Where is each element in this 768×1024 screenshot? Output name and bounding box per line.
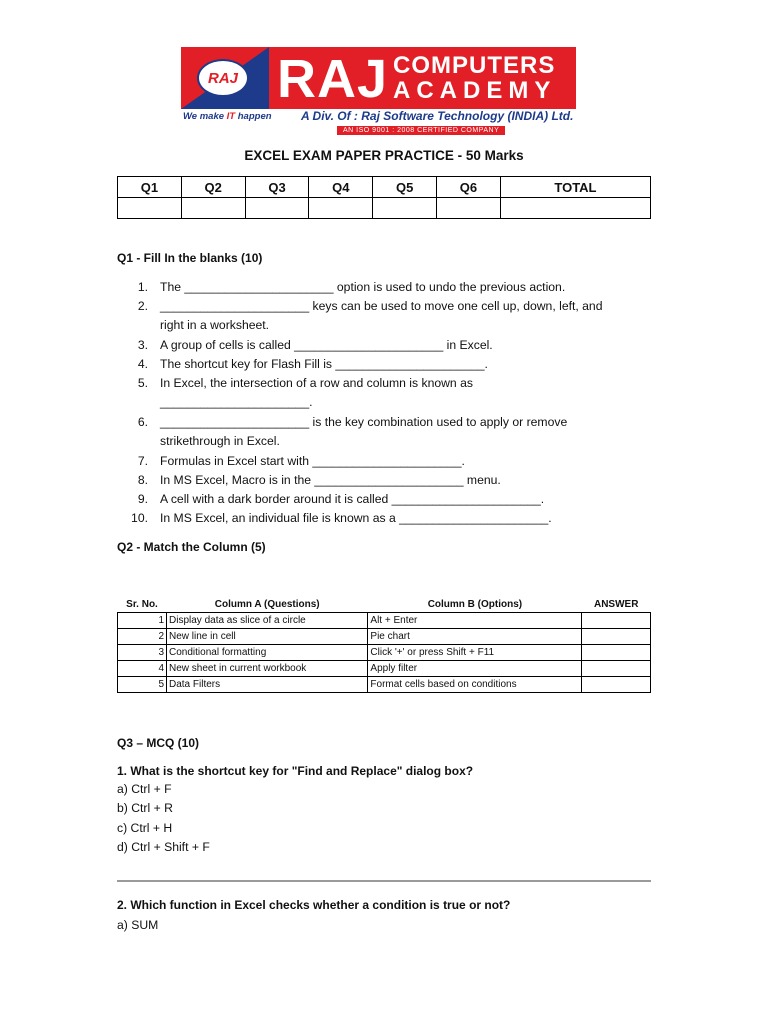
score-cell <box>245 198 309 219</box>
logo-brand: RAJ <box>277 49 389 109</box>
q1-line: In Excel, the intersection of a row and column is known as <box>160 376 473 390</box>
mcq-option: b) Ctrl + R <box>117 801 173 815</box>
q1-line: strikethrough in Excel. <box>160 434 280 448</box>
match-row <box>118 613 651 629</box>
match-answer <box>582 661 651 677</box>
score-cell <box>118 198 182 219</box>
match-row <box>118 661 651 677</box>
score-entry-row <box>118 198 651 219</box>
q1-line: A cell with a dark border around it is called ______________________. <box>160 492 545 506</box>
q1-line: The shortcut key for Flash Fill is ______________________. <box>160 357 488 371</box>
score-cell <box>437 198 501 219</box>
q2-heading: Q2 - Match the Column (5) <box>117 540 266 554</box>
section-divider <box>117 880 651 882</box>
q1-number: 10. <box>131 511 148 525</box>
match-question: Data Filters <box>167 677 368 693</box>
match-header-col-a: Column A (Questions) <box>167 597 368 613</box>
tagline-post: happen <box>235 111 272 122</box>
mcq-option: a) SUM <box>117 918 159 932</box>
match-header-srno: Sr. No. <box>118 597 167 613</box>
score-cell <box>500 198 650 219</box>
score-table <box>117 176 651 219</box>
match-option: Pie chart <box>368 629 582 645</box>
mcq-option: c) Ctrl + H <box>117 821 173 835</box>
logo-tagline <box>183 111 272 122</box>
score-cell <box>373 198 437 219</box>
match-answer <box>582 629 651 645</box>
match-answer <box>582 677 651 693</box>
q1-number: 2. <box>137 299 148 313</box>
match-row <box>118 645 651 661</box>
score-header-q5: Q5 <box>373 177 437 198</box>
score-header-q6: Q6 <box>437 177 501 198</box>
match-question: Conditional formatting <box>167 645 368 661</box>
match-srno: 5 <box>118 677 167 693</box>
q1-number: 6. <box>137 415 148 429</box>
q1-number: 5. <box>137 376 148 390</box>
q1-number: 8. <box>137 473 148 487</box>
q1-line: ______________________. <box>160 395 313 409</box>
mcq-question: 1. What is the shortcut key for "Find and Replace" dialog box? <box>117 764 474 778</box>
academy-logo <box>181 47 581 141</box>
match-srno: 4 <box>118 661 167 677</box>
match-table <box>117 597 651 693</box>
mcq-question: 2. Which function in Excel checks whether a condition is true or not? <box>117 898 511 912</box>
score-cell <box>309 198 373 219</box>
q1-number: 1. <box>137 280 148 294</box>
match-srno: 3 <box>118 645 167 661</box>
score-cell <box>181 198 245 219</box>
match-answer <box>582 613 651 629</box>
q3-heading: Q3 – MCQ (10) <box>117 736 200 750</box>
match-header-row <box>118 597 651 613</box>
match-question: Display data as slice of a circle <box>167 613 368 629</box>
score-header-q4: Q4 <box>309 177 373 198</box>
q1-line: Formulas in Excel start with ______________________. <box>160 454 465 468</box>
score-header-row <box>118 177 651 198</box>
logo-badge: RAJ <box>197 59 249 97</box>
q1-line: right in a worksheet. <box>160 318 270 332</box>
match-option: Format cells based on conditions <box>368 677 582 693</box>
logo-word-computers: COMPUTERS <box>393 52 556 79</box>
match-header-col-b: Column B (Options) <box>368 597 582 613</box>
q1-line: In MS Excel, an individual file is known as a ______________________. <box>160 511 552 525</box>
match-row <box>118 629 651 645</box>
q1-line: A group of cells is called ______________________ in Excel. <box>160 338 493 352</box>
match-option: Alt + Enter <box>368 613 582 629</box>
match-row <box>118 677 651 693</box>
match-answer <box>582 645 651 661</box>
match-srno: 2 <box>118 629 167 645</box>
score-header-q3: Q3 <box>245 177 309 198</box>
q1-number: 9. <box>137 492 148 506</box>
tagline-pre: We make <box>183 111 227 122</box>
match-option: Click '+' or press Shift + F11 <box>368 645 582 661</box>
mcq-option: a) Ctrl + F <box>117 782 172 796</box>
q1-number: 4. <box>137 357 148 371</box>
q1-line: In MS Excel, Macro is in the ______________________ menu. <box>160 473 501 487</box>
logo-iso-strip: AN ISO 9001 : 2008 CERTIFIED COMPANY <box>337 126 505 135</box>
match-question: New line in cell <box>167 629 368 645</box>
q1-line: The ______________________ option is used to undo the previous action. <box>160 280 566 294</box>
match-header-answer: ANSWER <box>582 597 651 613</box>
page-title: EXCEL EXAM PAPER PRACTICE - 50 Marks <box>244 148 524 163</box>
q1-line: ______________________ keys can be used to move one cell up, down, left, and <box>160 299 603 313</box>
mcq-option: d) Ctrl + Shift + F <box>117 840 210 854</box>
match-question: New sheet in current workbook <box>167 661 368 677</box>
score-header-total: TOTAL <box>500 177 650 198</box>
score-header-q1: Q1 <box>118 177 182 198</box>
q1-line: ______________________ is the key combination used to apply or remove <box>160 415 568 429</box>
tagline-it: IT <box>226 111 236 122</box>
logo-division: A Div. Of : Raj Software Technology (INDIA) Ltd. <box>301 109 574 123</box>
q1-heading: Q1 - Fill In the blanks (10) <box>117 251 263 265</box>
match-option: Apply filter <box>368 661 582 677</box>
match-srno: 1 <box>118 613 167 629</box>
q1-number: 3. <box>137 338 148 352</box>
q1-number: 7. <box>137 454 148 468</box>
score-header-q2: Q2 <box>181 177 245 198</box>
logo-word-academy: ACADEMY <box>393 77 557 104</box>
